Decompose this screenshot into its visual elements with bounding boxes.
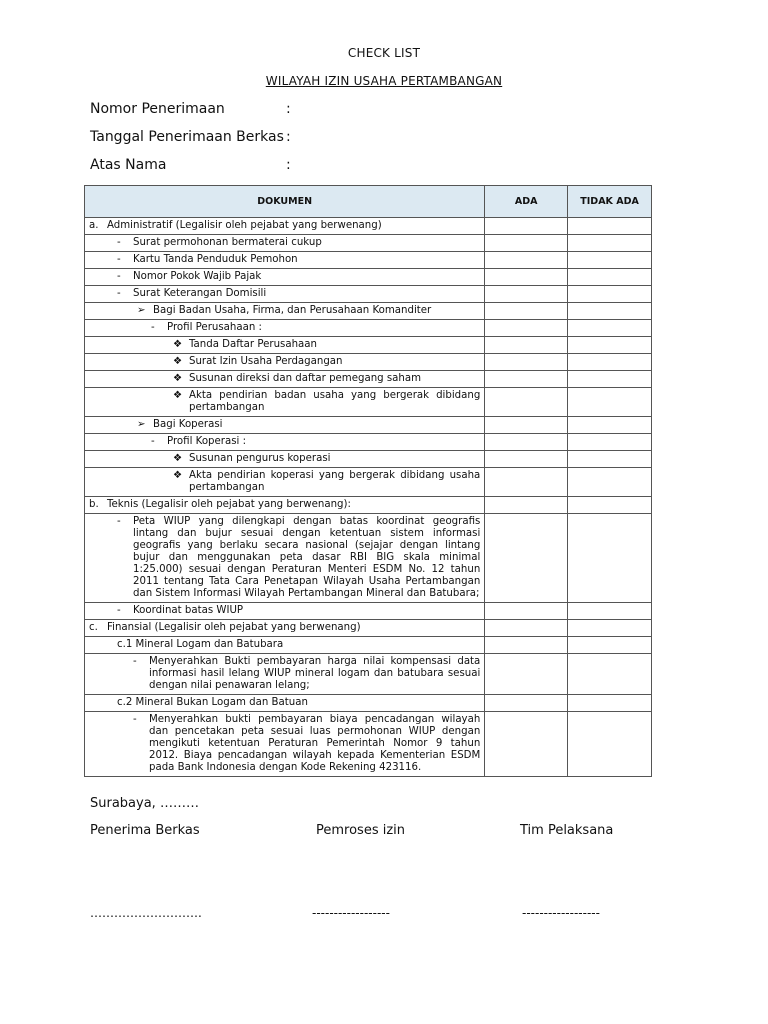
dokumen-cell <box>85 269 485 286</box>
ada-checkbox-cell[interactable] <box>485 451 568 468</box>
tidak-ada-checkbox-cell[interactable] <box>568 451 652 468</box>
dokumen-cell <box>85 497 485 514</box>
tidak-ada-checkbox-cell[interactable] <box>568 388 652 417</box>
tidak-ada-checkbox-cell[interactable] <box>568 497 652 514</box>
list-marker: - <box>133 714 137 725</box>
dokumen-text: c.1 Mineral Logam dan Batubara <box>117 639 284 650</box>
table-row <box>85 620 652 637</box>
dokumen-cell <box>85 654 485 695</box>
ada-checkbox-cell[interactable] <box>485 218 568 235</box>
dokumen-cell <box>85 637 485 654</box>
colon: : <box>286 157 291 173</box>
table-row <box>85 252 652 269</box>
dokumen-cell <box>85 620 485 637</box>
table-row <box>85 371 652 388</box>
ada-checkbox-cell[interactable] <box>485 320 568 337</box>
dokumen-item <box>89 622 480 634</box>
dokumen-text: Susunan pengurus koperasi <box>189 453 331 464</box>
tidak-ada-checkbox-cell[interactable] <box>568 235 652 252</box>
signature-line-tim: ------------------ <box>522 906 600 920</box>
dokumen-item <box>117 639 480 651</box>
dokumen-item <box>173 470 480 494</box>
dokumen-text: Koordinat batas WIUP <box>133 605 244 616</box>
document-title: CHECK LIST <box>347 46 421 60</box>
ada-checkbox-cell[interactable] <box>485 269 568 286</box>
table-row <box>85 286 652 303</box>
ada-checkbox-cell[interactable] <box>485 637 568 654</box>
list-marker: ❖ <box>173 339 183 350</box>
ada-checkbox-cell[interactable] <box>485 620 568 637</box>
table-row <box>85 337 652 354</box>
list-marker: ❖ <box>173 356 183 367</box>
dokumen-item <box>137 305 480 317</box>
ada-checkbox-cell[interactable] <box>485 303 568 320</box>
ada-checkbox-cell[interactable] <box>485 712 568 777</box>
tidak-ada-checkbox-cell[interactable] <box>568 654 652 695</box>
dokumen-cell <box>85 388 485 417</box>
signature-line-penerima: ………………………. <box>90 906 202 920</box>
table-row <box>85 497 652 514</box>
nomor-penerimaan-label: Nomor Penerimaan <box>90 101 225 117</box>
dokumen-text: Bagi Koperasi <box>153 419 223 430</box>
dokumen-text: Menyerahkan Bukti pembayaran harga nilai kompensasi data informasi hasil lelang WIUP mineral logam dan batubara sesuai dengan nilai penawaran lelang; <box>149 656 481 691</box>
dokumen-text: Peta WIUP yang dilengkapi dengan batas koordinat geografis lintang dan bujur sesuai dengan ketentuan sistem informasi geografis yang berlaku secara nasional (sejajar dengan lintang bujur dan menggunakan peta dasar RBI BIG skala minimal 1:25.000) sesuai dengan Peraturan Menteri ESDM No. 12 tahun 2011 tentang Tata Cara Penetapan Wilayah Usaha Pertambangan dan Sistem Informasi Wilayah Pertambangan Mineral dan Batubara; <box>133 516 481 599</box>
table-header-row <box>85 186 652 218</box>
dokumen-item <box>137 419 480 431</box>
ada-checkbox-cell[interactable] <box>485 417 568 434</box>
ada-checkbox-cell[interactable] <box>485 497 568 514</box>
list-marker: ➢ <box>137 305 146 316</box>
tidak-ada-checkbox-cell[interactable] <box>568 603 652 620</box>
dokumen-text: Susunan direksi dan daftar pemegang saham <box>189 373 422 384</box>
list-marker: - <box>117 288 121 299</box>
list-marker: - <box>151 436 155 447</box>
tanggal-penerimaan-field <box>90 129 291 145</box>
list-marker: - <box>117 516 121 527</box>
document-subtitle: WILAYAH IZIN USAHA PERTAMBANGAN <box>265 74 503 88</box>
tidak-ada-checkbox-cell[interactable] <box>568 320 652 337</box>
tidak-ada-checkbox-cell[interactable] <box>568 269 652 286</box>
colon: : <box>286 101 291 117</box>
dokumen-item <box>173 453 480 465</box>
dokumen-text: Tanda Daftar Perusahaan <box>189 339 317 350</box>
checklist-table <box>84 185 652 777</box>
dokumen-cell <box>85 434 485 451</box>
dokumen-cell <box>85 603 485 620</box>
dokumen-cell <box>85 354 485 371</box>
ada-checkbox-cell[interactable] <box>485 434 568 451</box>
dokumen-cell <box>85 712 485 777</box>
dokumen-cell <box>85 252 485 269</box>
header-dokumen: DOKUMEN <box>85 186 485 218</box>
dokumen-cell <box>85 337 485 354</box>
dokumen-item <box>89 220 480 232</box>
dokumen-item <box>117 288 480 300</box>
dokumen-text: Surat Izin Usaha Perdagangan <box>189 356 343 367</box>
list-marker: - <box>133 656 137 667</box>
dokumen-item <box>117 271 480 283</box>
dokumen-text: Menyerahkan bukti pembayaran biaya pencadangan wilayah dan pencetakan peta sesuai luas permohonan WIUP dengan mengikuti ketentuan Peraturan Pemerintah Nomor 9 tahun 2012. Biaya pencadangan wilayah kepada Kementerian ESDM pada Bank Indonesia dengan Kode Rekening 423116. <box>149 714 481 773</box>
table-row <box>85 320 652 337</box>
ada-checkbox-cell[interactable] <box>485 252 568 269</box>
ada-checkbox-cell[interactable] <box>485 468 568 497</box>
dokumen-item <box>117 516 480 600</box>
dokumen-cell <box>85 235 485 252</box>
dokumen-cell <box>85 417 485 434</box>
tidak-ada-checkbox-cell[interactable] <box>568 252 652 269</box>
signature-line-pemroses: ------------------ <box>312 906 390 920</box>
table-row <box>85 388 652 417</box>
dokumen-item <box>117 697 480 709</box>
tidak-ada-checkbox-cell[interactable] <box>568 303 652 320</box>
dokumen-text: Nomor Pokok Wajib Pajak <box>133 271 262 282</box>
atas-nama-field <box>90 157 291 173</box>
dokumen-item <box>133 656 480 692</box>
colon: : <box>286 129 291 145</box>
table-row <box>85 235 652 252</box>
table-row <box>85 218 652 235</box>
dokumen-text: Surat permohonan bermaterai cukup <box>133 237 322 248</box>
ada-checkbox-cell[interactable] <box>485 603 568 620</box>
tidak-ada-checkbox-cell[interactable] <box>568 712 652 777</box>
dokumen-item <box>173 390 480 414</box>
dokumen-text: Profil Perusahaan : <box>167 322 262 333</box>
table-row <box>85 434 652 451</box>
dokumen-item <box>151 322 480 334</box>
dokumen-cell <box>85 303 485 320</box>
signature-label-tim: Tim Pelaksana <box>520 823 614 838</box>
ada-checkbox-cell[interactable] <box>485 654 568 695</box>
dokumen-item <box>117 605 480 617</box>
dokumen-item <box>173 373 480 385</box>
dokumen-item <box>89 499 480 511</box>
ada-checkbox-cell[interactable] <box>485 337 568 354</box>
signature-label-penerima: Penerima Berkas <box>90 823 200 838</box>
ada-checkbox-cell[interactable] <box>485 514 568 603</box>
list-marker: - <box>117 271 121 282</box>
atas-nama-label: Atas Nama <box>90 157 167 173</box>
dokumen-cell <box>85 320 485 337</box>
tidak-ada-checkbox-cell[interactable] <box>568 620 652 637</box>
list-marker: ➢ <box>137 419 146 430</box>
list-marker: - <box>117 605 121 616</box>
list-marker: b. <box>89 499 99 510</box>
table-row <box>85 514 652 603</box>
dokumen-cell <box>85 695 485 712</box>
list-marker: a. <box>89 220 99 231</box>
dokumen-cell <box>85 514 485 603</box>
tidak-ada-checkbox-cell[interactable] <box>568 468 652 497</box>
list-marker: ❖ <box>173 453 183 464</box>
ada-checkbox-cell[interactable] <box>485 354 568 371</box>
dokumen-text: Teknis (Legalisir oleh pejabat yang berwenang): <box>107 499 351 510</box>
list-marker: - <box>117 237 121 248</box>
ada-checkbox-cell[interactable] <box>485 235 568 252</box>
table-row <box>85 695 652 712</box>
table-row <box>85 468 652 497</box>
list-marker: - <box>117 254 121 265</box>
ada-checkbox-cell[interactable] <box>485 286 568 303</box>
dokumen-text: Finansial (Legalisir oleh pejabat yang berwenang) <box>107 622 361 633</box>
table-row <box>85 712 652 777</box>
dokumen-item <box>133 714 480 774</box>
tidak-ada-checkbox-cell[interactable] <box>568 417 652 434</box>
list-marker: c. <box>89 622 98 633</box>
dokumen-item <box>173 356 480 368</box>
dokumen-text: c.2 Mineral Bukan Logam dan Batuan <box>117 697 308 708</box>
tidak-ada-checkbox-cell[interactable] <box>568 514 652 603</box>
header-tidak-ada: TIDAK ADA <box>568 186 652 218</box>
dokumen-item <box>117 254 480 266</box>
tidak-ada-checkbox-cell[interactable] <box>568 218 652 235</box>
dokumen-text: Akta pendirian badan usaha yang bergerak dibidang pertambangan <box>189 390 481 413</box>
dokumen-item <box>173 339 480 351</box>
signature-label-pemroses: Pemroses izin <box>316 823 406 838</box>
tidak-ada-checkbox-cell[interactable] <box>568 286 652 303</box>
table-row <box>85 451 652 468</box>
tidak-ada-checkbox-cell[interactable] <box>568 695 652 712</box>
list-marker: ❖ <box>173 373 183 384</box>
dokumen-cell <box>85 468 485 497</box>
dokumen-text: Administratif (Legalisir oleh pejabat yang berwenang) <box>107 220 382 231</box>
table-row <box>85 654 652 695</box>
dokumen-item <box>117 237 480 249</box>
dokumen-item <box>151 436 480 448</box>
dokumen-text: Kartu Tanda Penduduk Pemohon <box>133 254 298 265</box>
dokumen-cell <box>85 371 485 388</box>
dokumen-text: Profil Koperasi : <box>167 436 247 447</box>
list-marker: ❖ <box>173 470 183 481</box>
ada-checkbox-cell[interactable] <box>485 388 568 417</box>
dokumen-text: Bagi Badan Usaha, Firma, dan Perusahaan Komanditer <box>153 305 432 316</box>
table-row <box>85 303 652 320</box>
tidak-ada-checkbox-cell[interactable] <box>568 354 652 371</box>
header-ada: ADA <box>485 186 568 218</box>
dokumen-cell <box>85 218 485 235</box>
table-row <box>85 417 652 434</box>
tidak-ada-checkbox-cell[interactable] <box>568 371 652 388</box>
tanggal-penerimaan-label: Tanggal Penerimaan Berkas <box>90 129 284 145</box>
tidak-ada-checkbox-cell[interactable] <box>568 337 652 354</box>
dokumen-text: Akta pendirian koperasi yang bergerak dibidang usaha pertambangan <box>189 470 481 493</box>
table-row <box>85 603 652 620</box>
nomor-penerimaan-field <box>90 101 291 117</box>
dokumen-cell <box>85 451 485 468</box>
dokumen-cell <box>85 286 485 303</box>
list-marker: - <box>151 322 155 333</box>
table-row <box>85 354 652 371</box>
list-marker: ❖ <box>173 390 183 401</box>
place-date: Surabaya, ……… <box>90 796 199 811</box>
tidak-ada-checkbox-cell[interactable] <box>568 434 652 451</box>
dokumen-text: Surat Keterangan Domisili <box>133 288 267 299</box>
table-row <box>85 269 652 286</box>
table-row <box>85 637 652 654</box>
ada-checkbox-cell[interactable] <box>485 695 568 712</box>
tidak-ada-checkbox-cell[interactable] <box>568 637 652 654</box>
ada-checkbox-cell[interactable] <box>485 371 568 388</box>
